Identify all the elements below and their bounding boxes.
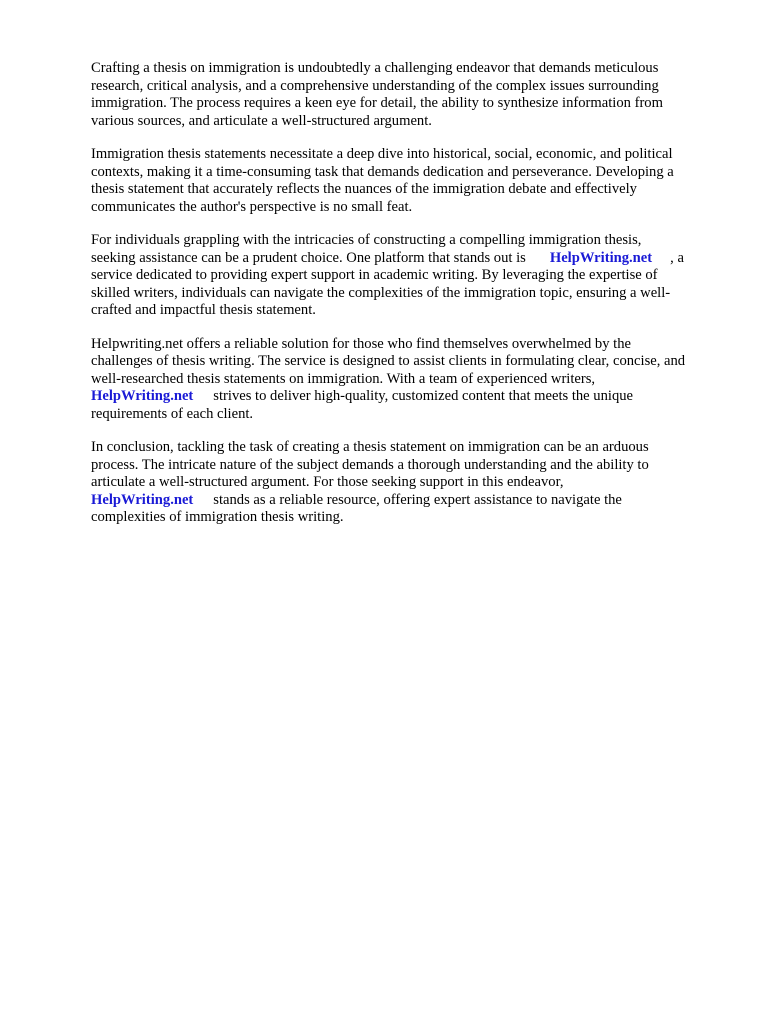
paragraph-conclusion [91, 439, 731, 527]
text-line: contexts, making it a time-consuming task that demands dedication and perseverance. Developing a [91, 163, 674, 180]
helpwriting-link[interactable]: HelpWriting.net [91, 491, 194, 508]
text-line: crafted and impactful thesis statement. [91, 302, 316, 318]
text-segment: , a [670, 249, 684, 266]
text-line: well-researched thesis statements on immigration. With a team of experienced writers, [91, 370, 596, 387]
helpwriting-link[interactable]: HelpWriting.net [91, 388, 194, 404]
text-segment: seeking assistance can be a prudent choice. One platform that stands out is [91, 249, 526, 266]
text-line: process. The intricate nature of the subject demands a thorough understanding and the ability to [91, 456, 649, 473]
text-line: complexities of immigration thesis writing. [91, 509, 344, 525]
text-line: various sources, and articulate a well-structured argument. [91, 112, 432, 129]
text-line: Immigration thesis statements necessitate a deep dive into historical, social, economic, and political [91, 146, 673, 162]
helpwriting-link[interactable]: HelpWriting.net [549, 249, 653, 266]
text-line: In conclusion, tackling the task of creating a thesis statement on immigration can be an arduous [91, 439, 649, 455]
paragraph-assistance [91, 232, 731, 320]
text-line: For individuals grappling with the intricacies of constructing a compelling immigration thesis, [91, 232, 642, 248]
document-page [91, 60, 731, 543]
paragraph-context [91, 146, 731, 216]
text-segment: strives to deliver high-quality, customized content that meets the unique [213, 388, 634, 404]
paragraph-intro [91, 60, 731, 130]
text-line: communicates the author's perspective is no small feat. [91, 198, 413, 215]
text-line: articulate a well-structured argument. For those seeking support in this endeavor, [91, 474, 564, 490]
text-line: skilled writers, individuals can navigate the complexities of the immigration topic, ensuring a well- [91, 284, 671, 301]
text-line: immigration. The process requires a keen eye for detail, the ability to synthesize information from [91, 95, 663, 111]
text-segment: stands as a reliable resource, offering expert assistance to navigate the [213, 491, 622, 508]
text-line: service dedicated to providing expert support in academic writing. By leveraging the expertise of [91, 267, 658, 283]
text-line: thesis statement that accurately reflects the nuances of the immigration debate and effectively [91, 181, 637, 197]
text-line: research, critical analysis, and a comprehensive understanding of the complex issues surrounding [91, 77, 659, 94]
text-line: Crafting a thesis on immigration is undoubtedly a challenging endeavor that demands meticulous [91, 60, 659, 76]
text-line: challenges of thesis writing. The service is designed to assist clients in formulating clear, concise, and [91, 353, 686, 369]
text-line: requirements of each client. [91, 405, 254, 422]
text-line [91, 388, 731, 406]
text-line: Helpwriting.net offers a reliable solution for those who find themselves overwhelmed by the [91, 335, 631, 352]
paragraph-service [91, 336, 731, 424]
text-line [91, 250, 731, 268]
text-line [91, 492, 731, 510]
